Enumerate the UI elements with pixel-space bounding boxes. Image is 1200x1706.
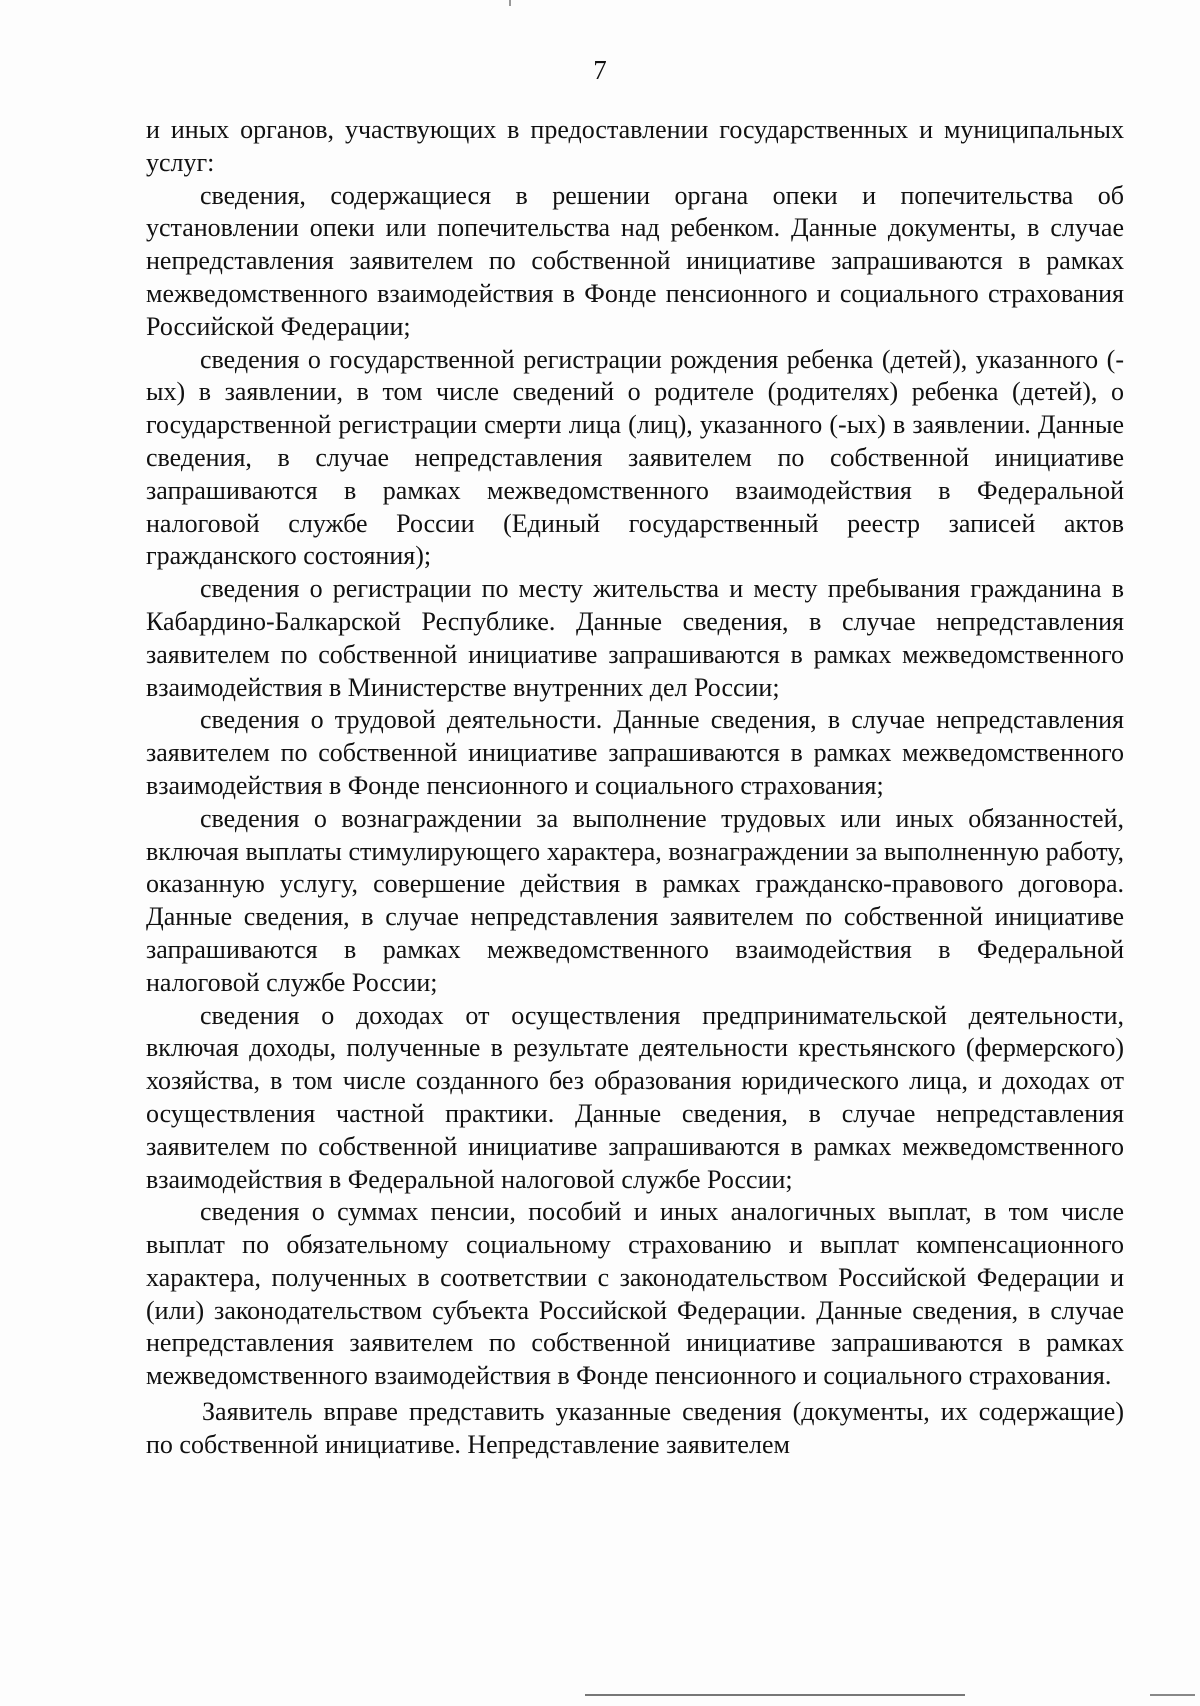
scan-artifact-rule-right (1150, 1694, 1195, 1696)
paragraph-business-income-info: сведения о доходах от осуществления предпринимательской деятельности, включая доходы, полученные в результате деятельности крестьянского (фермерского) хозяйства, в том числе созданного без образования юридического лица, и доходах от осуществления частной практики. Данные сведения, в случае непредставления заявителем по собственной инициативе запрашиваются в рамках межведомственного взаимодействия в Федеральной налоговой службе России; (146, 1000, 1124, 1194)
paragraph-pension-benefits-info: сведения о суммах пенсии, пособий и иных аналогичных выплат, в том числе выплат по обязательному социальному страхованию и выплат компенсационного характера, полученных в соответствии с законодательством Российской Федерации и (или) законодательством субъекта Российской Федерации. Данные сведения, в случае непредставления заявителем по собственной инициативе запрашиваются в рамках межведомственного взаимодействия в Фонде пенсионного и социального страхования. (146, 1197, 1124, 1391)
paragraph-employment-info: сведения о трудовой деятельности. Данные сведения, в случае непредставления заявителем по собственной инициативе запрашиваются в рамках межведомственного взаимодействия в Фонде пенсионного и социального страхования; (146, 705, 1124, 800)
document-body (146, 114, 1124, 1462)
paragraph-remuneration-info: сведения о вознаграждении за выполнение трудовых или иных обязанностей, включая выплаты стимулирующего характера, вознаграждении за выполненную работу, оказанную услугу, совершение действия в рамках гражданско-правового договора. Данные сведения, в случае непредставления заявителем по собственной инициативе запрашиваются в рамках межведомственного взаимодействия в Федеральной налоговой службе России; (146, 803, 1124, 997)
paragraph-birth-registration-info: сведения о государственной регистрации рождения ребенка (детей), указанного (-ых) в заявлении, в том числе сведений о родителе (родителях) ребенка (детей), о государственной регистрации смерти лица (лиц), указанного (-ых) в заявлении. Данные сведения, в случае непредставления заявителем по собственной инициативе запрашиваются в рамках межведомственного взаимодействия в Федеральной налоговой службе России (Единый государственный реестр записей актов гражданского состояния); (146, 344, 1124, 571)
scan-artifact-rule (585, 1694, 965, 1696)
paragraph-residence-registration-info: сведения о регистрации по месту жительства и месту пребывания гражданина в Кабардино-Балкарской Республике. Данные сведения, в случае непредставления заявителем по собственной инициативе запрашиваются в рамках межведомственного взаимодействия в Министерстве внутренних дел России; (146, 574, 1124, 702)
paragraph-applicant-right: Заявитель вправе представить указанные сведения (документы, их содержащие) по собственной инициативе. Непредставление заявителем (146, 1397, 1124, 1459)
page-number: 7 (593, 55, 607, 85)
scan-artifact-mark (509, 0, 511, 6)
paragraph-continuation: и иных органов, участвующих в предоставлении государственных и муниципальных услуг: (146, 115, 1124, 177)
paragraph-guardianship-info: сведения, содержащиеся в решении органа опеки и попечительства об установлении опеки или попечительства над ребенком. Данные документы, в случае непредставления заявителем по собственной инициативе запрашиваются в рамках межведомственного взаимодействия в Фонде пенсионного и социального страхования Российской Федерации; (146, 180, 1124, 341)
